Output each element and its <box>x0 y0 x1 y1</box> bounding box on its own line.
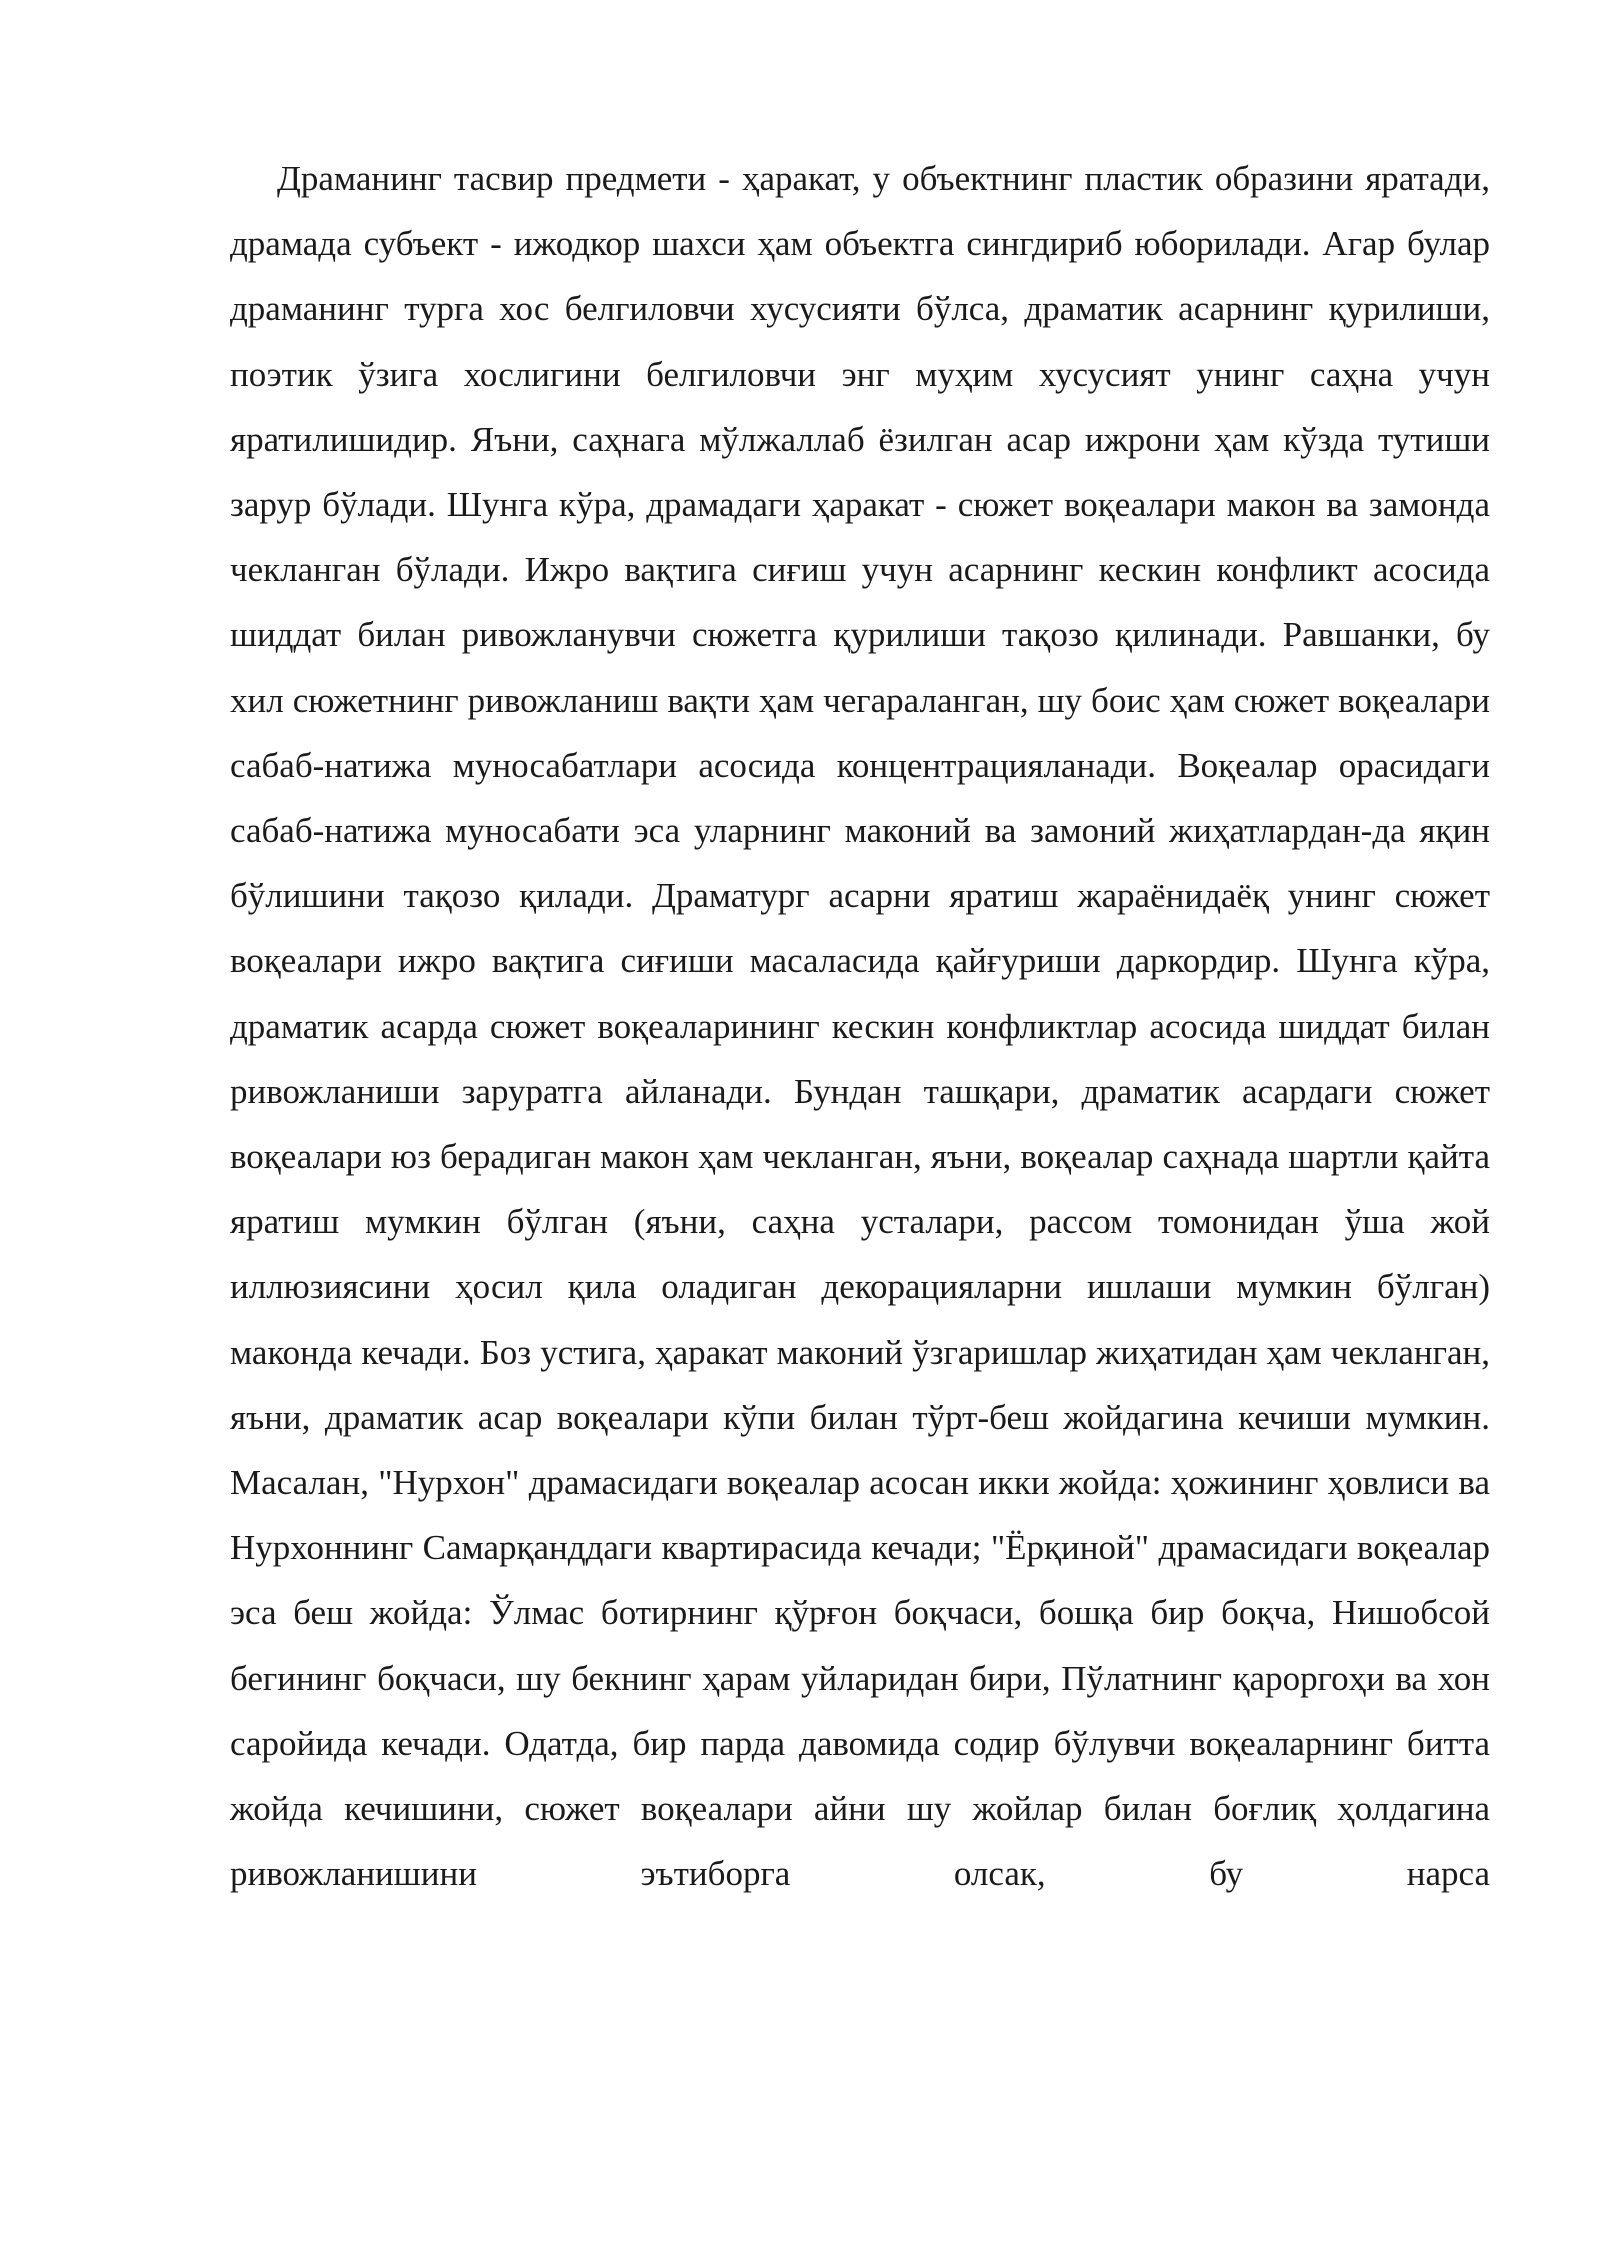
body-text <box>230 146 1490 1906</box>
paragraph: Драманинг тасвир предмети - ҳаракат, у объектнинг пластик образини яратади, драмада субъект - ижодкор шахси ҳам объектга сингдириб юборилади. Агар булар драманинг турга хос белгиловчи хусусияти бўлса, драматик асарнинг қурилиши, поэтик ўзига хослигини белгиловчи энг муҳим хусусият унинг саҳна учун яратилишидир. Яъни, саҳнага мўлжаллаб ёзилган асар ижрони ҳам кўзда тутиши зарур бўлади. Шунга кўра, драмадаги ҳаракат - сюжет воқеалари макон ва замонда чекланган бўлади. Ижро вақтига сиғиш учун асарнинг кескин конфликт асосида шиддат билан ривожланувчи сюжетга қурилиши тақозо қилинади. Равшанки, бу хил сюжетнинг ривожланиш вақти ҳам чегараланган, шу боис ҳам сюжет воқеалари сабаб-натижа муносабатлари асосида концентрацияланади. Воқеалар орасидаги сабаб-натижа муносабати эса уларнинг маконий ва замоний жиҳатлардан-да яқин бўлишини тақозо қилади. Драматург асарни яратиш жараёнидаёқ унинг сюжет воқеалари ижро вақтига сиғиши масаласида қайғуриши даркордир. Шунга кўра, драматик асарда сюжет воқеаларининг кескин конфликтлар асосида шиддат билан ривожланиши заруратга айланади. Бундан ташқари, драматик асардаги сюжет воқеалари юз берадиган макон ҳам чекланган, яъни, воқеалар саҳнада шартли қайта яратиш мумкин бўлган (яъни, саҳна усталари, рассом томонидан ўша жой иллюзиясини ҳосил қила оладиган декорацияларни ишлаши мумкин бўлган) маконда кечади. Боз устига, ҳаракат маконий ўзгаришлар жиҳатидан ҳам чекланган, яъни, драматик асар воқеалари кўпи билан тўрт-беш жойдагина кечиши мумкин. Масалан, "Нурхон" драмасидаги воқеалар асосан икки жойда: ҳожининг ҳовлиси ва Нурхоннинг Самарқанддаги квартирасида кечади; "Ёрқиной" драмасидаги воқеалар эса беш жойда: Ўлмас ботирнинг қўрғон боқчаси, бошқа бир боқча, Нишобсой бегининг боқчаси, шу бекнинг ҳарам уйларидан бири, Пўлатнинг қароргоҳи ва хон саройида кечади. Одатда, бир парда давомида содир бўлувчи воқеаларнинг битта жойда кечишини, сюжет воқеалари айни шу жойлар билан боғлиқ ҳолдагина ривожланишини эътиборга олсак, бу нарса <box>230 159 1490 1894</box>
